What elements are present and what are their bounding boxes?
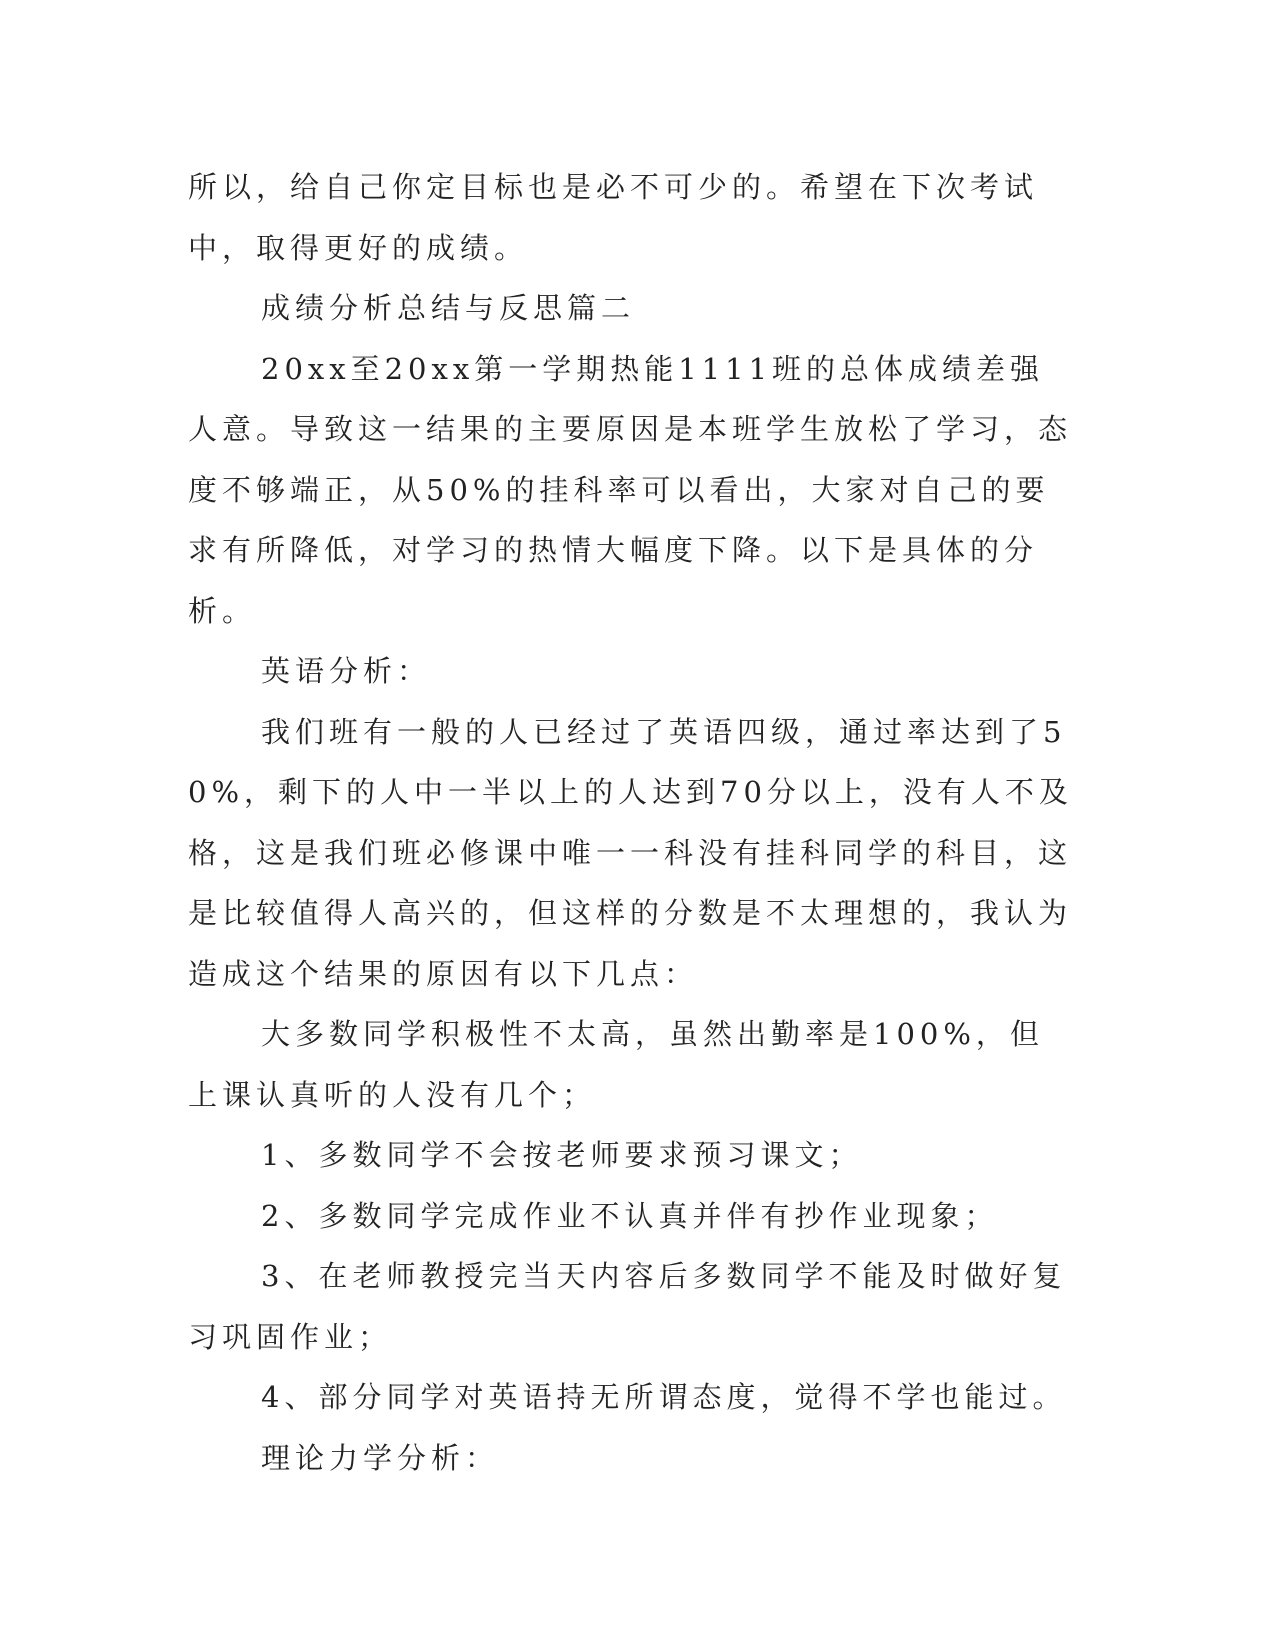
section-heading-part-two: 成绩分析总结与反思篇二 <box>261 291 636 325</box>
list-item-1: 1、多数同学不会按老师要求预习课文； <box>261 1138 863 1172</box>
subheading-mechanics-analysis: 理论力学分析： <box>261 1440 500 1475</box>
subheading-english-analysis: 英语分析： <box>261 654 432 688</box>
paragraph-continuation: 所以，给自己你定目标也是必不可少的。希望在下次考试中，取得更好的成绩。 <box>188 170 1039 265</box>
paragraph-attendance: 大多数同学积极性不太高，虽然出勤率是100%，但上课认真听的人没有几个； <box>188 1017 1044 1112</box>
document-body <box>188 157 1074 1488</box>
paragraph-english-results: 我们班有一般的人已经过了英语四级，通过率达到了50%，剩下的人中一半以上的人达到70分以上，没有人不及格，这是我们班必修课中唯一一科没有挂科同学的科目，这是比较值得人高兴的，但这样的分数是不太理想的，我认为造成这个结果的原因有以下几点： <box>188 714 1073 991</box>
list-item-4: 4、部分同学对英语持无所谓态度，觉得不学也能过。 <box>261 1380 1067 1414</box>
paragraph-overview: 20xx至20xx第一学期热能1111班的总体成绩差强人意。导致这一结果的主要原因是本班学生放松了学习，态度不够端正，从50%的挂科率可以看出，大家对自己的要求有所降低，对学习的热情大幅度下降。以下是具体的分析。 <box>188 351 1073 628</box>
list-item-3: 3、在老师教授完当天内容后多数同学不能及时做好复习巩固作业； <box>188 1259 1067 1354</box>
list-item-2: 2、多数同学完成作业不认真并伴有抄作业现象； <box>261 1198 999 1233</box>
